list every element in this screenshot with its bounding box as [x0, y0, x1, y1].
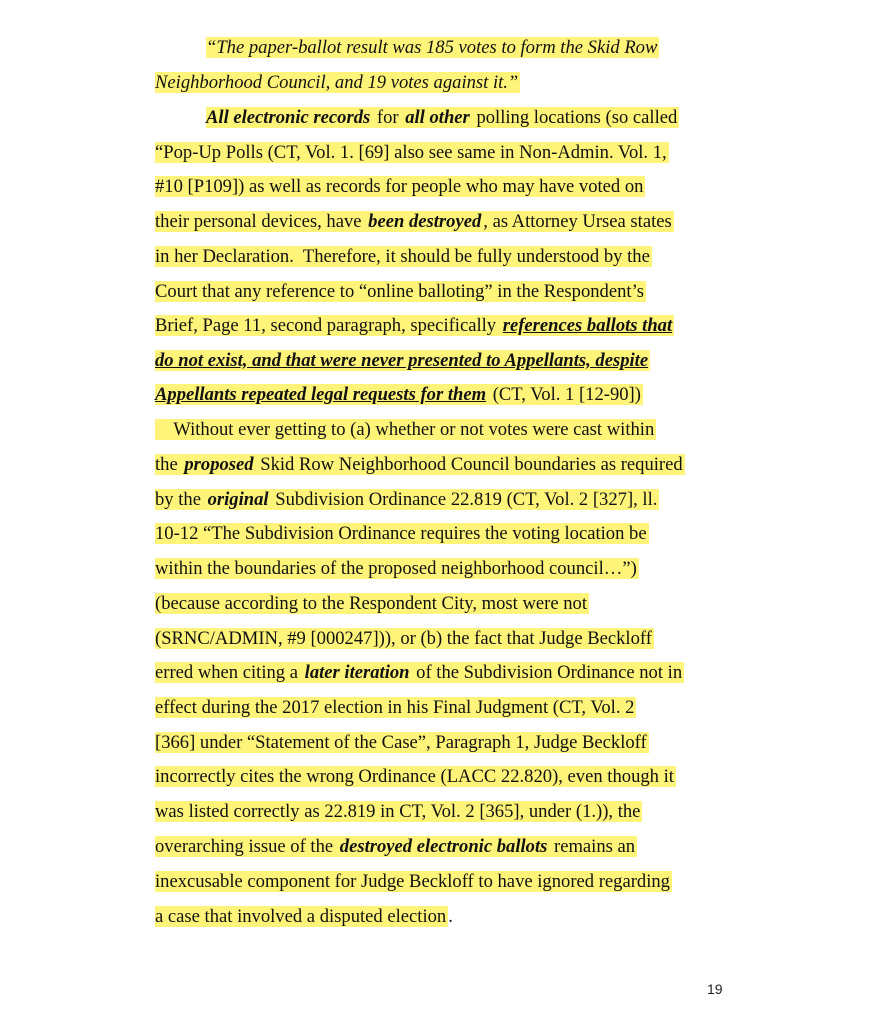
text-segment: all other: [405, 107, 470, 128]
text-line: [155, 521, 649, 547]
text-line: [155, 799, 642, 825]
text-segment: proposed: [184, 454, 254, 475]
text-line: [155, 487, 659, 513]
text-line: [155, 174, 645, 200]
text-line: [155, 140, 669, 166]
text-segment: polling locations (so called: [471, 107, 678, 128]
text-segment: within the boundaries of the proposed neighborhood council…”): [155, 558, 637, 579]
text-segment: #10 [P109]) as well as records for people who may have voted on: [155, 176, 644, 197]
text-line: [155, 70, 520, 96]
text-segment: been destroyed: [368, 211, 482, 232]
text-line: [155, 209, 674, 235]
text-line: [155, 417, 656, 443]
text-segment: “The paper-ballot result was 185 votes to form the Skid Row: [206, 37, 658, 58]
text-segment: Neighborhood Council, and 19 votes against it.”: [155, 72, 519, 93]
text-line: [155, 556, 639, 582]
text-segment: by the: [155, 489, 206, 510]
text-segment: Without ever getting to (a) whether or not votes were cast within: [155, 419, 655, 440]
text-line: [155, 348, 650, 374]
text-line: [206, 105, 679, 131]
text-line: [155, 904, 453, 930]
text-segment: effect during the 2017 election in his Final Judgment (CT, Vol. 2: [155, 697, 635, 718]
text-segment: Appellants repeated legal requests for them: [155, 384, 487, 405]
text-segment: references ballots that: [502, 315, 673, 336]
text-segment: original: [207, 489, 269, 510]
text-segment: their personal devices, have: [155, 211, 367, 232]
text-segment: .: [448, 906, 453, 927]
text-line: [155, 660, 684, 686]
text-segment: Brief, Page 11, second paragraph, specifically: [155, 315, 501, 336]
text-segment: (CT, Vol. 1 [12-90]): [488, 384, 641, 405]
text-segment: of the Subdivision Ordinance not in: [411, 662, 683, 683]
text-segment: incorrectly cites the wrong Ordinance (LACC 22.820), even though it: [155, 766, 674, 787]
text-line: [155, 591, 589, 617]
text-segment: (because according to the Respondent City, most were not: [155, 593, 588, 614]
text-segment: in her Declaration. Therefore, it should be fully understood by the: [155, 246, 650, 267]
text-segment: for: [372, 107, 404, 128]
text-segment: do not exist, and that were never presented to Appellants, despite: [155, 350, 649, 371]
text-segment: a case that involved a disputed election: [155, 906, 447, 927]
text-line: [155, 730, 649, 756]
text-segment: erred when citing a: [155, 662, 303, 683]
text-line: [155, 452, 685, 478]
text-segment: Skid Row Neighborhood Council boundaries as required: [255, 454, 683, 475]
text-segment: , as Attorney Ursea states: [483, 211, 672, 232]
text-line: [155, 869, 672, 895]
text-segment: destroyed electronic ballots: [339, 836, 548, 857]
text-line: [155, 764, 676, 790]
page-number: 19: [707, 981, 723, 997]
text-segment: (SRNC/ADMIN, #9 [000247])), or (b) the fact that Judge Beckloff: [155, 628, 652, 649]
text-line: [155, 834, 637, 860]
text-line: [155, 382, 643, 408]
text-line: [206, 35, 659, 61]
text-segment: All electronic records: [206, 107, 371, 128]
text-segment: inexcusable component for Judge Beckloff to have ignored regarding: [155, 871, 670, 892]
text-segment: 10-12 “The Subdivision Ordinance requires the voting location be: [155, 523, 647, 544]
text-segment: remains an: [549, 836, 636, 857]
text-line: [155, 244, 652, 270]
text-segment: overarching issue of the: [155, 836, 338, 857]
text-segment: was listed correctly as 22.819 in CT, Vol. 2 [365], under (1.)), the: [155, 801, 641, 822]
text-segment: Court that any reference to “online balloting” in the Respondent’s: [155, 281, 644, 302]
text-line: [155, 313, 674, 339]
text-line: [155, 279, 646, 305]
text-segment: later iteration: [304, 662, 410, 683]
text-segment: “Pop-Up Polls (CT, Vol. 1. [69] also see same in Non-Admin. Vol. 1,: [155, 142, 667, 163]
text-line: [155, 626, 654, 652]
text-segment: Subdivision Ordinance 22.819 (CT, Vol. 2 [327], ll.: [270, 489, 658, 510]
text-segment: the: [155, 454, 183, 475]
text-line: [155, 695, 636, 721]
text-segment: [366] under “Statement of the Case”, Paragraph 1, Judge Beckloff: [155, 732, 647, 753]
